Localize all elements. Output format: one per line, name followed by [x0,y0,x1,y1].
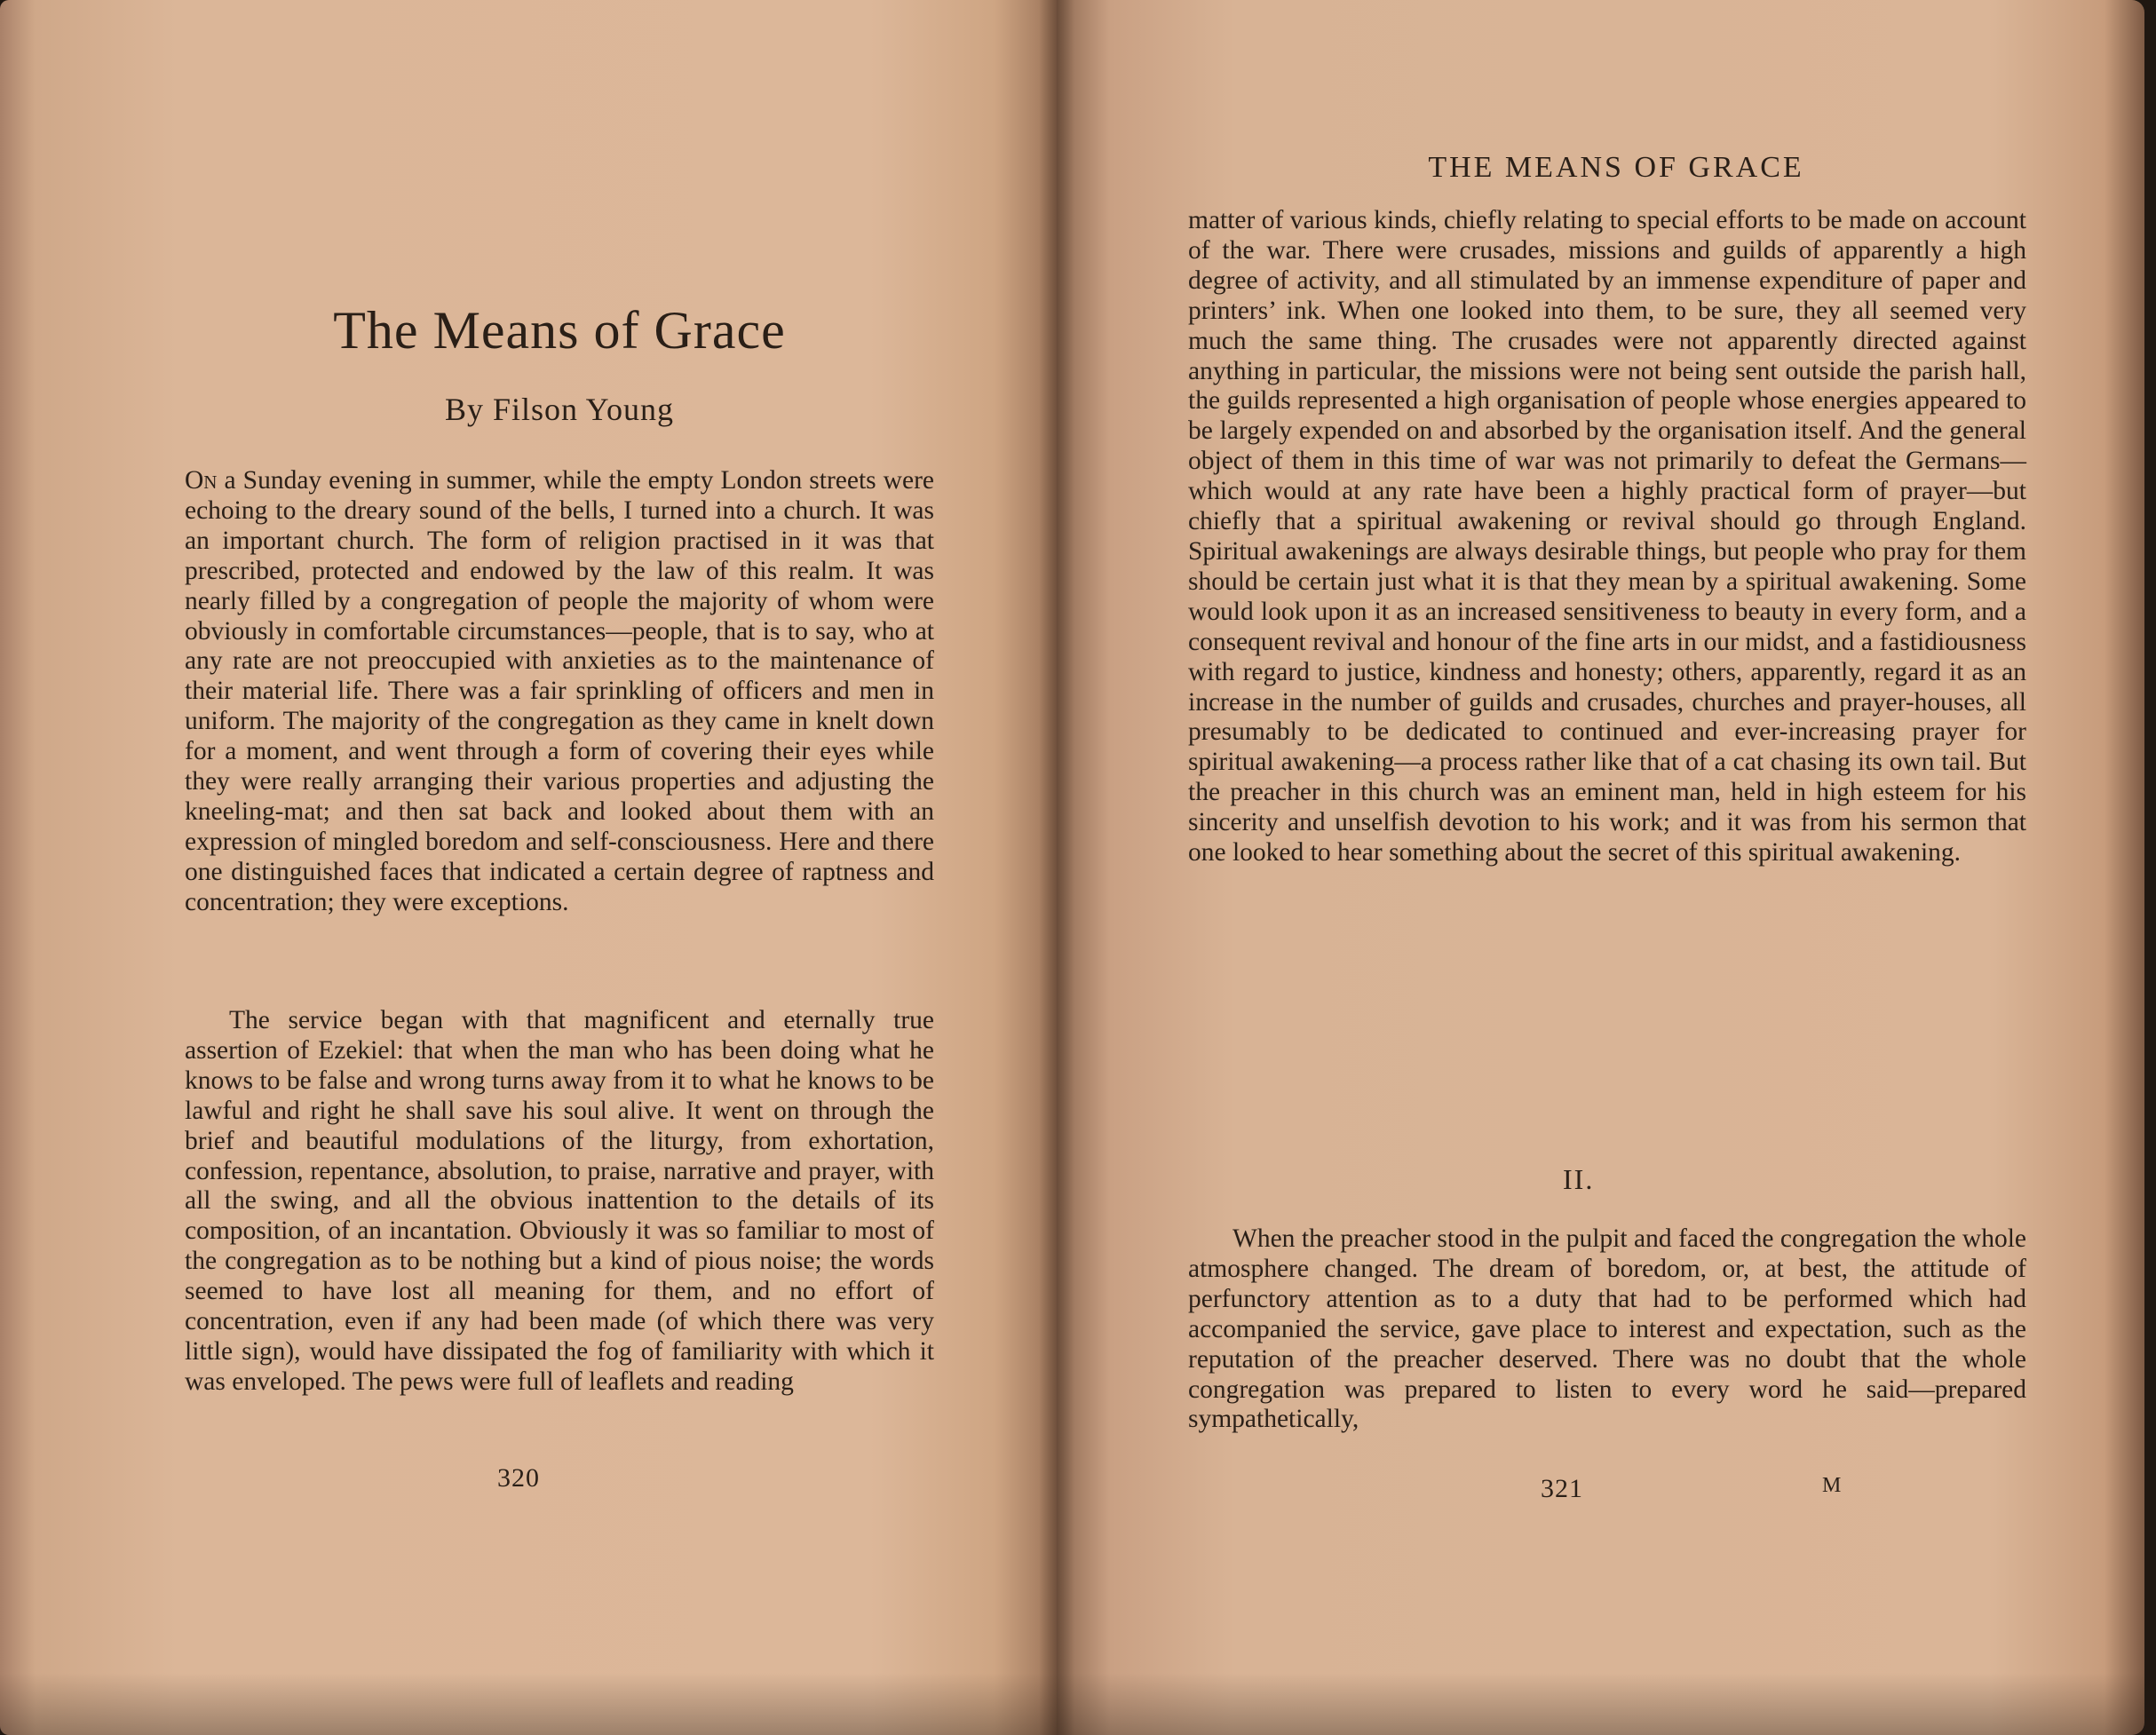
right-paragraph-2: When the preacher stood in the pulpit and faced the congregation the whole atmosphere changed. The dream of boredom, or, at best, the attitude of perfunctory attention as to a duty that had to be performed which had accompanied the service, gave place to interest and expectation, such as the reputation of the preacher deserved. There was no doubt that the whole congregation was prepared to listen to every word he said—prepared sympathetically, [1188,1224,2026,1434]
author-byline: By Filson Young [444,392,675,427]
left-paragraph-2: The service began with that magnificent and eternally true assertion of Ezekiel: that when the man who has been doing what he knows to be false and wrong turns away from it to what he knows to be lawful and right he shall save his soul alive. It went on through the brief and beautiful modulations of the liturgy, from exhortation, confession, repentance, absolution, to praise, narrative and prayer, with all the swing, and all the obvious inattention to the details of its composition, of an incantation. Obviously it was so familiar to most of the congregation as to be nothing but a kind of pious noise; the words seemed to have lost all meaning for them, and no effort of concentration, even if any had been made (of which there was very little sign), would have dissipated the fog of familiarity with which it was enveloped. The pews were full of leaflets and reading [185,1006,934,1396]
left-paragraph-1 [185,466,934,918]
left-page [0,0,1057,1735]
signature-mark: M [1822,1474,1843,1497]
running-head: THE MEANS OF GRACE [1428,151,1804,184]
section-number: II. [1563,1163,1595,1195]
right-page-number: 321 [1541,1474,1583,1503]
right-paragraph-1: matter of various kinds, chiefly relating to special efforts to be made on account of the war. There were crusades, missions and guilds of apparently a high degree of activity, and all stimulated by an immense expenditure of paper and printers’ ink. When one looked into them, to be sure, they all seemed very much the same thing. The crusades were not apparently directed against anything in particular, the missions were not being sent outside the parish hall, the guilds represented a high organisation of people whose energies appeared to be largely expended on and absorbed by the organisation itself. And the general object of them in this time of war was not primarily to defeat the Germans—which would at any rate have been a highly practical form of prayer—but chiefly that a spiritual awakening or revival should go through England. Spiritual awakenings are always desirable things, but people who pray for them should be certain just what it is that they mean by a spiritual awakening. Some would look upon it as an increased sensitiveness to beauty in every form, and a consequent revival and honour of the fine arts in our midst, and a fastidiousness with regard to justice, kindness and honesty; others, apparently, regard it as an increase in the number of guilds and crusades, churches and prayer-houses, all presumably to be dedicated to continued and ever-increasing prayer for spiritual awakening—a process rather like that of a cat chasing its own tail. But the preacher in this church was an eminent man, held in high esteem for his sincerity and unselfish devotion to his work; and it was from his sermon that one looked to hear something about the secret of this spiritual awakening. [1188,206,2026,868]
page-edge-shadow [0,1673,2156,1735]
article-title: The Means of Grace [333,301,786,360]
left-paragraph-1-text: a Sunday evening in summer, while the empty London streets were echoing to the dreary sound of the bells, I turned into a church. It was an important church. The form of religion practised in it was that prescribed, protected and endowed by the law of this realm. It was nearly filled by a congregation of people the majority of whom were obviously in comfortable circumstances—people, that is to say, who at any rate are not preoccupied with anxieties as to the maintenance of their material life. There was a fair sprinkling of officers and men in uniform. The majority of the congregation as they came in knelt down for a moment, and went through a form of covering their eyes while they were really arranging their various properties and adjusting the kneeling-mat; and then sat back and looked about them with an expression of mingled boredom and self-consciousness. Here and there one distinguished faces that indicated a certain degree of raptness and concentration; they were exceptions. [185,466,934,916]
left-page-number: 320 [497,1463,540,1493]
drop-word: On [185,466,218,495]
right-page [1057,0,2144,1735]
book-gutter [1039,0,1074,1735]
